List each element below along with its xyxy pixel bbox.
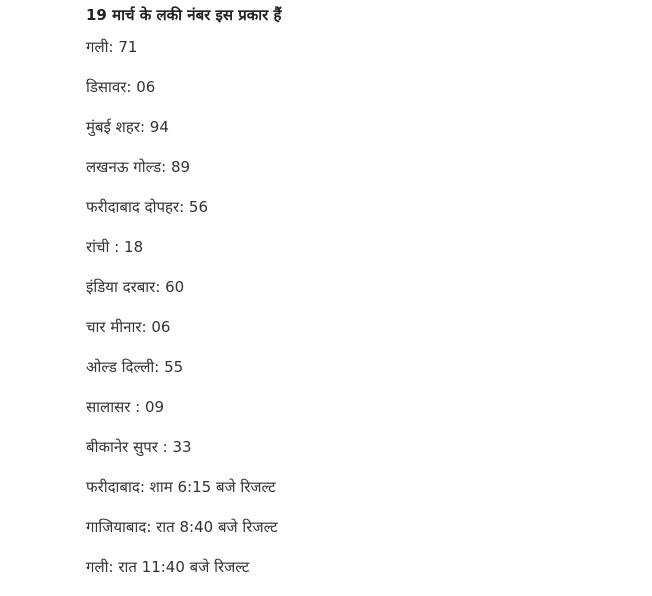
result-line-india-darbar: इंडिया दरबार: 60 xyxy=(86,278,185,296)
result-line-bikaner-super: बीकानेर सुपर : 33 xyxy=(86,438,192,456)
result-line-faridabad-dopahar: फरीदाबाद दोपहर: 56 xyxy=(86,198,208,216)
result-line-char-minar: चार मीनार: 06 xyxy=(86,318,171,336)
result-line-salasar: सालासर : 09 xyxy=(86,398,165,416)
result-line-lucknow-gold: लखनऊ गोल्ड: 89 xyxy=(86,158,191,176)
article-heading: 19 मार्च के लकी नंबर इस प्रकार हैं xyxy=(86,6,282,24)
result-line-mumbai-shahar: मुंबई शहर: 94 xyxy=(86,118,169,136)
result-line-old-delhi: ओल्ड दिल्ली: 55 xyxy=(86,358,184,376)
result-time-gali: गली: रात 11:40 बजे रिजल्ट xyxy=(86,558,250,576)
result-line-ranchi: रांची : 18 xyxy=(86,238,144,256)
article-content xyxy=(86,4,626,596)
result-time-faridabad: फरीदाबाद: शाम 6:15 बजे रिजल्ट xyxy=(86,478,276,496)
result-line-disawar: डिसावर: 06 xyxy=(86,78,156,96)
result-line-gali: गली: 71 xyxy=(86,38,138,56)
result-time-ghaziabad: गाजियाबाद: रात 8:40 बजे रिजल्ट xyxy=(86,518,278,536)
